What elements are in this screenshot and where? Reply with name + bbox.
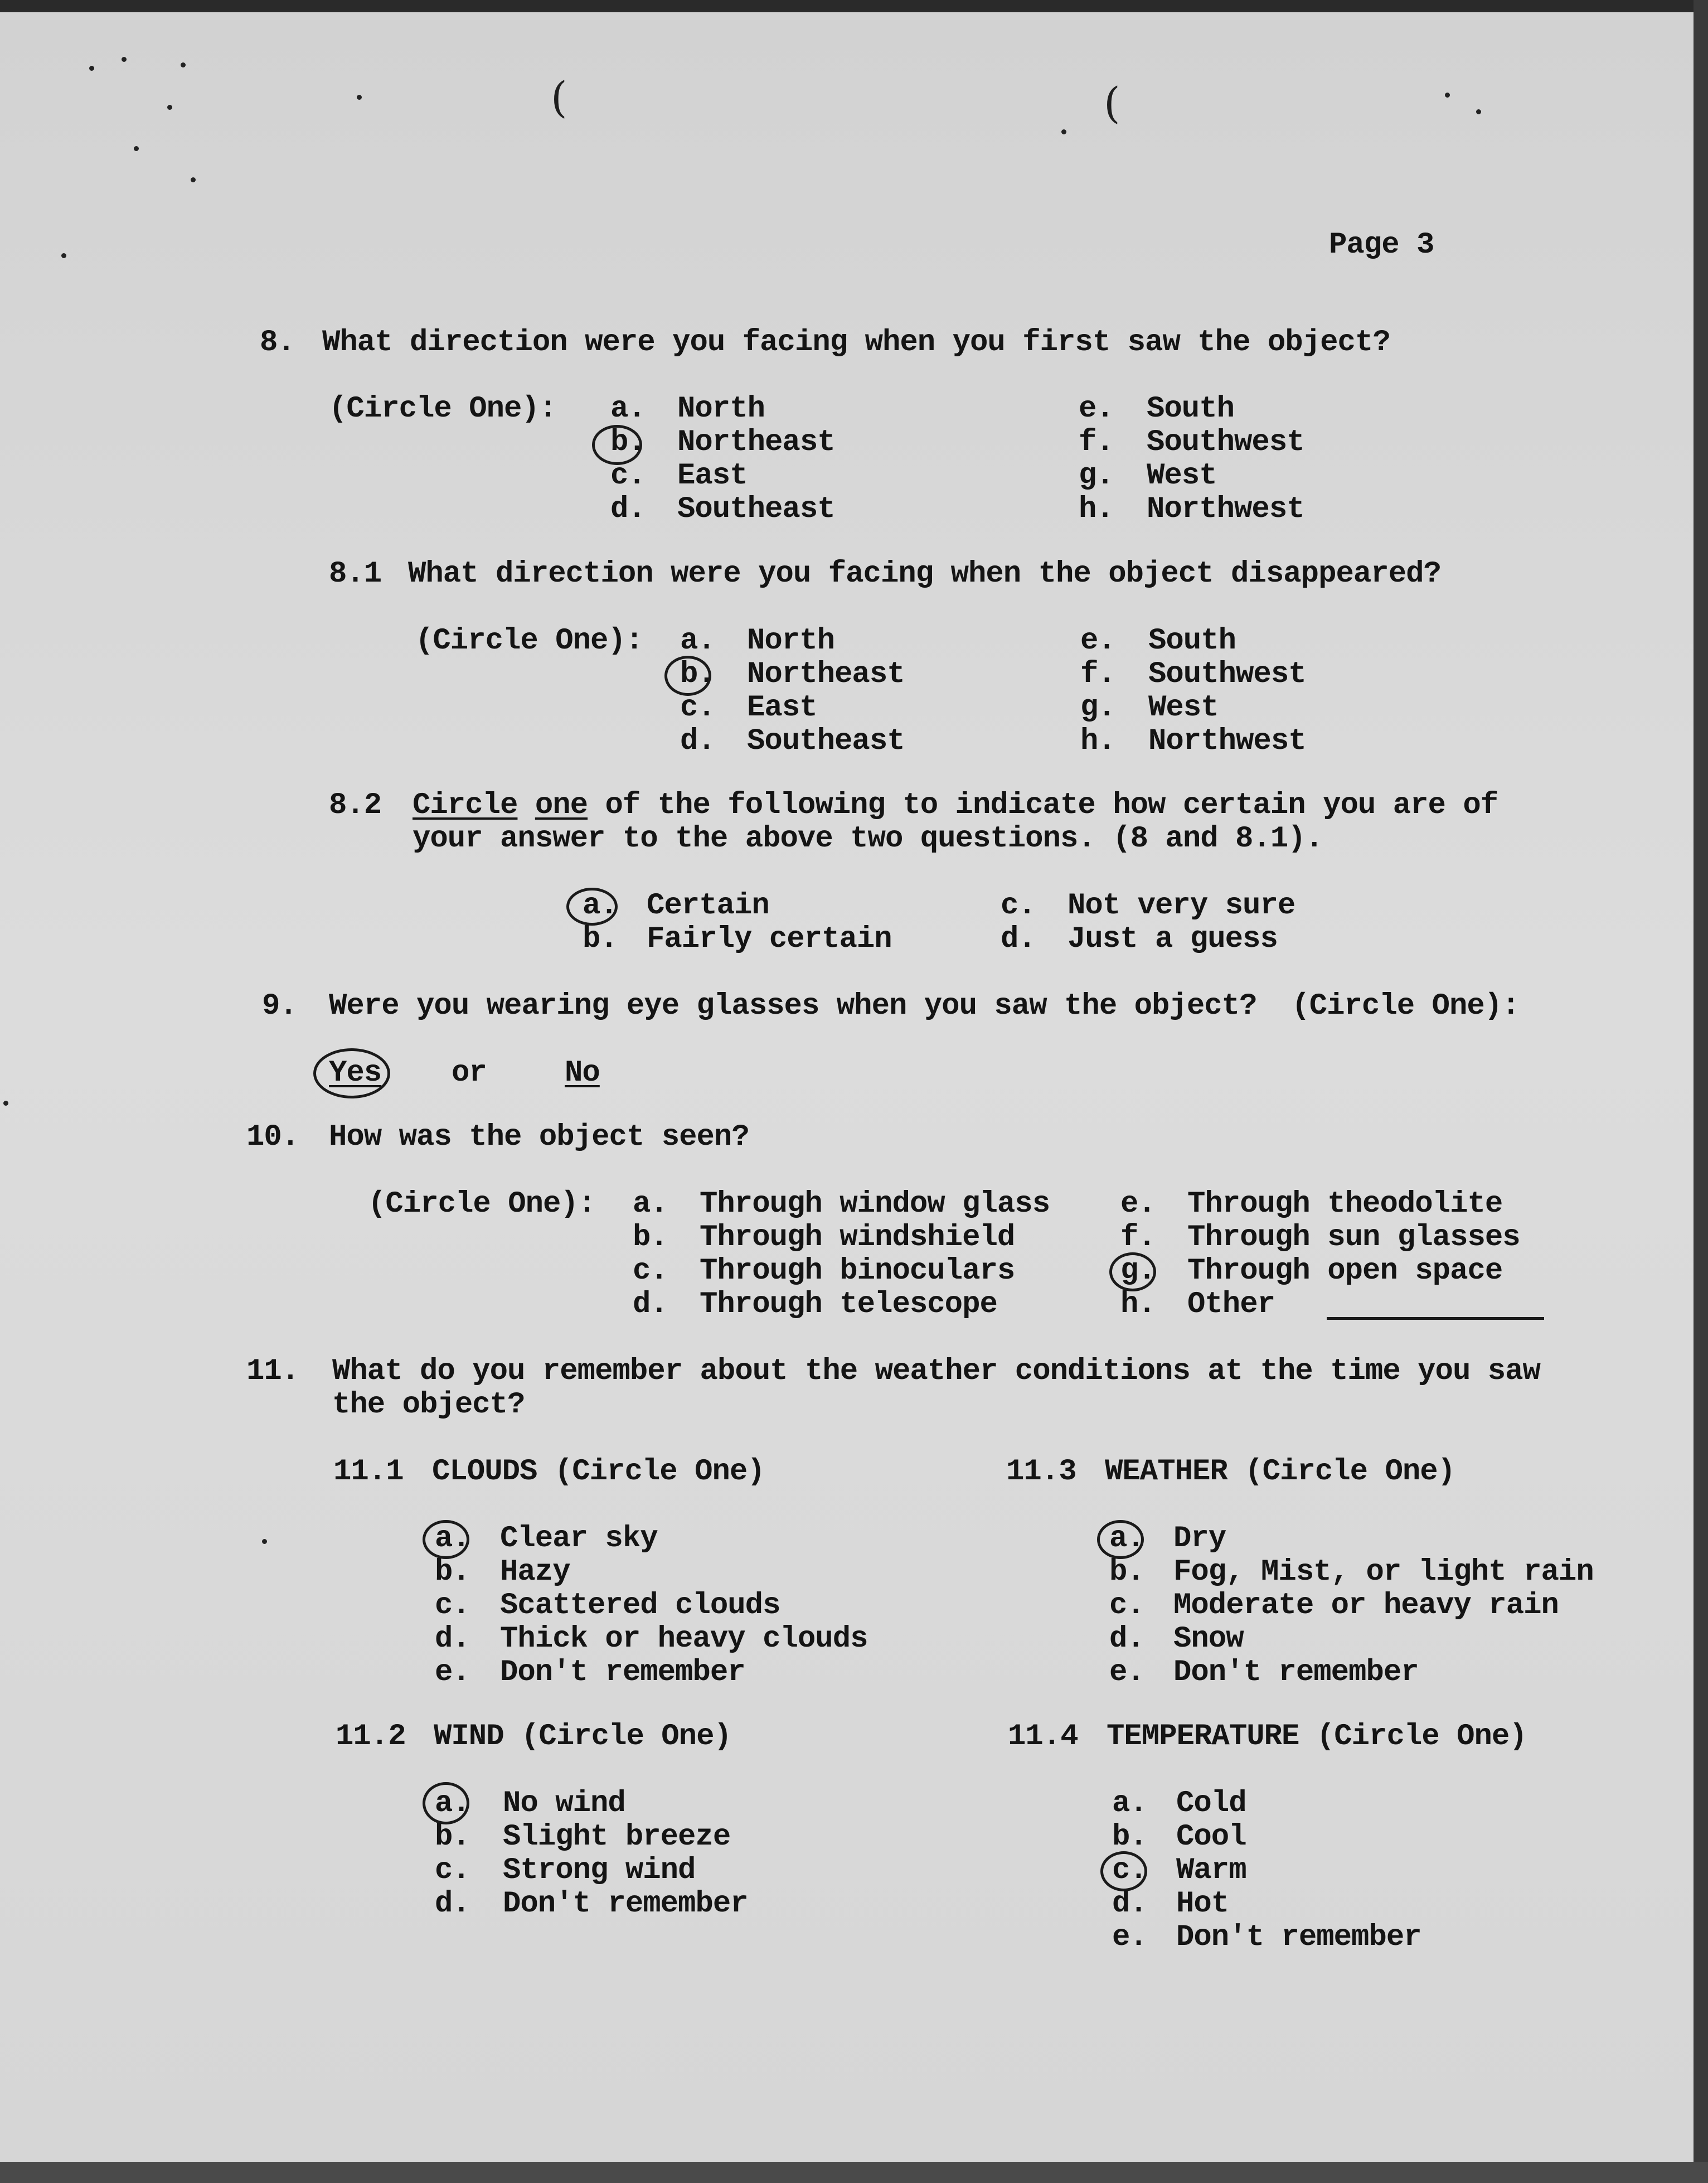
option-letter: a. <box>1112 1787 1147 1821</box>
question-number: 10. <box>246 1120 299 1154</box>
scan-speck <box>89 66 94 71</box>
question-text-line1 <box>413 789 1498 822</box>
option-letter: h. <box>1079 492 1114 526</box>
option-letter: b. <box>1109 1555 1144 1589</box>
question-number: 11. <box>246 1354 299 1388</box>
question-text: What direction were you facing when the object disappeared? <box>408 557 1441 591</box>
option-letter: c. <box>435 1853 470 1887</box>
question-number: 8.1 <box>329 557 382 591</box>
option-text: Don't remember <box>503 1887 748 1921</box>
option-letter: e. <box>1120 1187 1156 1221</box>
option-letter: d. <box>633 1287 668 1322</box>
option-text: Slight breeze <box>503 1820 731 1854</box>
option-letter: e. <box>1080 624 1115 658</box>
option-text: Fairly certain <box>647 922 892 956</box>
option-text: North <box>677 392 765 426</box>
circle-one-label: (Circle One): <box>415 624 643 658</box>
other-blank-line <box>1327 1317 1544 1320</box>
option-letter: a. <box>633 1187 668 1221</box>
option-text: Warm <box>1176 1853 1246 1887</box>
option-text: Certain <box>647 889 769 923</box>
option-letter: d. <box>1112 1887 1147 1921</box>
subquestion-title: WEATHER (Circle One) <box>1105 1455 1455 1489</box>
selected-answer-circle <box>313 1048 390 1098</box>
option-text: Moderate or heavy rain <box>1173 1589 1559 1623</box>
option-letter: e. <box>435 1656 470 1690</box>
option-text: Hazy <box>500 1555 570 1589</box>
option-letter: a. <box>583 889 618 923</box>
option-letter: a. <box>610 392 646 426</box>
option-text: Northwest <box>1148 724 1306 758</box>
option-text: No wind <box>503 1787 625 1821</box>
option-text: Cold <box>1176 1787 1246 1821</box>
option-letter: f. <box>1079 425 1114 459</box>
option-text: Through window glass <box>700 1187 1050 1221</box>
option-letter: c. <box>435 1589 470 1623</box>
scan-speck <box>122 57 127 62</box>
option-letter: b. <box>680 657 715 691</box>
page-number: Page 3 <box>1329 228 1434 262</box>
option-text: Northeast <box>677 425 835 459</box>
selected-answer-circle <box>423 1520 469 1559</box>
question-text-line2: your answer to the above two questions. (8 and 8.1). <box>413 822 1323 856</box>
option-letter: e. <box>1112 1920 1147 1954</box>
option-text: Southwest <box>1148 657 1306 691</box>
scan-speck <box>262 1539 267 1544</box>
underlined-word-one: one <box>535 788 588 822</box>
scan-speck <box>1445 93 1450 98</box>
binder-hole-mark: ( <box>551 72 567 122</box>
option-letter: b. <box>1112 1820 1147 1854</box>
option-letter: b. <box>435 1820 470 1854</box>
option-text: Scattered clouds <box>500 1589 780 1623</box>
option-letter: a. <box>680 624 715 658</box>
option-text: West <box>1148 691 1219 725</box>
scan-speck <box>357 95 362 100</box>
selected-answer-circle <box>423 1782 469 1824</box>
scan-speck <box>181 62 186 67</box>
selected-answer-circle <box>664 656 711 696</box>
option-letter: c. <box>1001 889 1036 923</box>
question-number: 8. <box>260 326 295 360</box>
option-text: Northeast <box>747 657 905 691</box>
option-text: Through binoculars <box>700 1254 1015 1288</box>
option-letter: d. <box>1001 922 1036 956</box>
option-letter: a. <box>1109 1522 1144 1556</box>
scan-speck <box>1476 109 1481 114</box>
option-letter: c. <box>633 1254 668 1288</box>
option-text: Through theodolite <box>1187 1187 1503 1221</box>
subquestion-title: CLOUDS (Circle One) <box>432 1455 765 1489</box>
option-text: Snow <box>1173 1622 1244 1656</box>
question-number: 8.2 <box>329 788 382 822</box>
option-letter: c. <box>610 459 646 493</box>
scan-speck <box>167 105 172 110</box>
circle-one-label: (Circle One): <box>368 1187 596 1221</box>
option-letter: g. <box>1080 691 1115 725</box>
question-text: How was the object seen? <box>329 1120 749 1154</box>
question-text-rest: of the following to indicate how certain you are of <box>605 788 1498 822</box>
scan-border-bottom <box>0 2162 1708 2183</box>
option-text: Southeast <box>747 724 905 758</box>
subquestion-number: 11.3 <box>1006 1455 1076 1489</box>
option-text: Through sun glasses <box>1187 1221 1520 1255</box>
option-letter: d. <box>435 1887 470 1921</box>
option-text: Don't remember <box>1176 1920 1421 1954</box>
question-number: 9. <box>262 989 297 1023</box>
option-text: East <box>677 459 748 493</box>
option-letter: d. <box>1109 1622 1144 1656</box>
option-letter: g. <box>1079 459 1114 493</box>
binder-hole-mark: ( <box>1104 78 1120 128</box>
option-letter: c. <box>1109 1589 1144 1623</box>
option-text: Other <box>1187 1287 1275 1322</box>
option-letter: d. <box>435 1622 470 1656</box>
option-text: East <box>747 691 817 725</box>
option-letter: c. <box>680 691 715 725</box>
answer-no: No <box>565 1056 600 1090</box>
option-text: Through open space <box>1187 1254 1503 1288</box>
scan-speck <box>191 177 196 182</box>
option-text: South <box>1147 392 1235 426</box>
subquestion-number: 11.2 <box>336 1720 406 1754</box>
option-letter: e. <box>1109 1656 1144 1690</box>
option-text: Dry <box>1173 1522 1226 1556</box>
answer-yes: Yes <box>329 1056 382 1090</box>
scan-border-top <box>0 0 1708 12</box>
selected-answer-circle <box>566 888 618 926</box>
option-letter: b. <box>435 1555 470 1589</box>
option-text: Through telescope <box>700 1287 997 1322</box>
subquestion-title: WIND (Circle One) <box>434 1720 731 1754</box>
answer-or: or <box>452 1056 487 1090</box>
subquestion-number: 11.4 <box>1008 1720 1078 1754</box>
option-letter: a. <box>435 1787 470 1821</box>
scan-border-right <box>1694 0 1708 2183</box>
question-text: What direction were you facing when you first saw the object? <box>322 326 1390 360</box>
selected-answer-circle <box>1109 1252 1156 1291</box>
option-letter: b. <box>633 1221 668 1255</box>
option-text: North <box>747 624 835 658</box>
subquestion-title: TEMPERATURE (Circle One) <box>1107 1720 1527 1754</box>
option-text: Southeast <box>677 492 835 526</box>
scan-speck <box>134 146 139 151</box>
option-text: South <box>1148 624 1236 658</box>
option-text: Strong wind <box>503 1853 696 1887</box>
option-letter: f. <box>1080 657 1115 691</box>
option-text: Clear sky <box>500 1522 658 1556</box>
option-letter: e. <box>1079 392 1114 426</box>
option-text: West <box>1147 459 1217 493</box>
option-text: Hot <box>1176 1887 1229 1921</box>
circle-one-label: (Circle One): <box>329 392 557 426</box>
option-text: Cool <box>1176 1820 1246 1854</box>
scan-speck <box>61 253 66 258</box>
option-text: Don't remember <box>500 1656 745 1690</box>
option-text: Don't remember <box>1173 1656 1419 1690</box>
option-letter: c. <box>1112 1853 1147 1887</box>
selected-answer-circle <box>1097 1520 1144 1559</box>
option-text: Northwest <box>1147 492 1304 526</box>
option-letter: h. <box>1120 1287 1156 1322</box>
question-text-line1: What do you remember about the weather conditions at the time you saw <box>332 1354 1540 1388</box>
question-text: Were you wearing eye glasses when you saw the object? (Circle One): <box>329 989 1520 1023</box>
option-text: Not very sure <box>1068 889 1295 923</box>
question-text-line2: the object? <box>332 1388 525 1422</box>
option-text: Fog, Mist, or light rain <box>1173 1555 1594 1589</box>
underlined-word-circle: Circle <box>413 788 518 822</box>
scan-speck <box>1061 129 1066 134</box>
option-letter: h. <box>1080 724 1115 758</box>
option-text: Thick or heavy clouds <box>500 1622 868 1656</box>
option-letter: g. <box>1120 1254 1156 1288</box>
subquestion-number: 11.1 <box>333 1455 404 1489</box>
option-text: Just a guess <box>1068 922 1278 956</box>
option-letter: b. <box>583 922 618 956</box>
option-letter: d. <box>680 724 715 758</box>
scan-speck <box>3 1101 8 1106</box>
option-letter: d. <box>610 492 646 526</box>
option-text: Southwest <box>1147 425 1304 459</box>
selected-answer-circle <box>1100 1851 1147 1891</box>
option-letter: b. <box>610 425 646 459</box>
option-text: Through windshield <box>700 1221 1015 1255</box>
option-letter: a. <box>435 1522 470 1556</box>
option-letter: f. <box>1120 1221 1156 1255</box>
